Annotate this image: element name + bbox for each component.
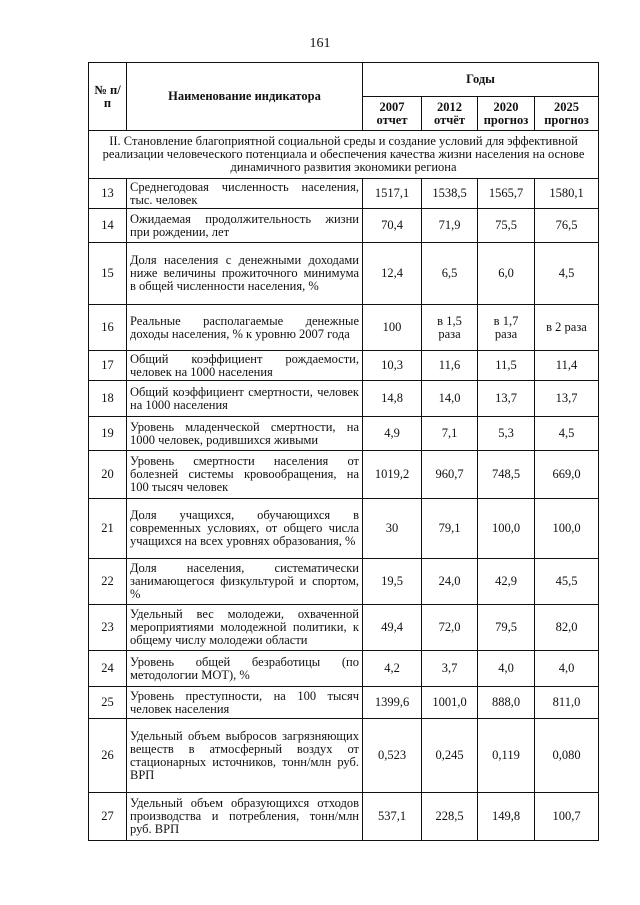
value-cell-2025: 100,0 [535,499,599,559]
value-cell-2025: 45,5 [535,559,599,605]
row-number: 26 [89,719,127,793]
table-row [89,305,599,351]
value-cell-2020: 4,0 [478,651,535,687]
row-number: 24 [89,651,127,687]
indicator-name: Общий коэффициент рождаемости, человек на 1000 населения [127,351,363,381]
section-title: II. Становление благоприятной социальной среды и создание условий для эффективной реализации человеческого потенциала и обеспечения качества жизни населения на основе динамичного развития экономики региона [89,131,599,179]
table-row [89,179,599,209]
table-row [89,351,599,381]
indicator-name: Уровень общей безработицы (по методологии МОТ), % [127,651,363,687]
value-cell-2007: 4,2 [363,651,422,687]
value-cell-2012: 960,7 [422,451,478,499]
value-cell-2020: 1565,7 [478,179,535,209]
value-cell-2025: 669,0 [535,451,599,499]
row-number: 20 [89,451,127,499]
header-num: № п/п [89,63,127,131]
indicator-name: Удельный вес молодежи, охваченной мероприятиями молодежной политики, к общему числу молодежи области [127,605,363,651]
value-cell-2012: 228,5 [422,793,478,841]
header-col-2020: 2020 прогноз [478,97,535,131]
value-cell-2020: 79,5 [478,605,535,651]
table-row [89,209,599,243]
value-cell-2012: 24,0 [422,559,478,605]
row-number: 18 [89,381,127,417]
table-row [89,559,599,605]
value-cell-2012: 14,0 [422,381,478,417]
row-number: 23 [89,605,127,651]
indicator-name: Доля населения, систематически занимающегося физкультурой и спортом, % [127,559,363,605]
value-cell-2020: 0,119 [478,719,535,793]
value-cell-2012: 1538,5 [422,179,478,209]
row-number: 16 [89,305,127,351]
header-col-2007: 2007 отчет [363,97,422,131]
value-cell-2025: 76,5 [535,209,599,243]
value-cell-2007: 1399,6 [363,687,422,719]
value-cell-2020: 11,5 [478,351,535,381]
value-cell-2020: в 1,7 раза [478,305,535,351]
indicator-name: Удельный объем образующихся отходов производства и потребления, тонн/млн руб. ВРП [127,793,363,841]
value-cell-2012: 72,0 [422,605,478,651]
page-number: 161 [309,36,331,51]
value-cell-2007: 537,1 [363,793,422,841]
value-cell-2020: 748,5 [478,451,535,499]
indicator-name: Уровень младенческой смертности, на 1000 человек, родившихся живыми [127,417,363,451]
row-number: 27 [89,793,127,841]
value-cell-2020: 42,9 [478,559,535,605]
header-col-2025: 2025 прогноз [535,97,599,131]
header-col-2012: 2012 отчёт [422,97,478,131]
value-cell-2007: 0,523 [363,719,422,793]
value-cell-2012: 71,9 [422,209,478,243]
value-cell-2020: 6,0 [478,243,535,305]
value-cell-2025: 0,080 [535,719,599,793]
row-number: 22 [89,559,127,605]
table-row [89,605,599,651]
table-row [89,451,599,499]
value-cell-2020: 149,8 [478,793,535,841]
value-cell-2020: 100,0 [478,499,535,559]
row-number: 21 [89,499,127,559]
row-number: 17 [89,351,127,381]
value-cell-2025: 1580,1 [535,179,599,209]
table-row [89,651,599,687]
indicator-name: Среднегодовая численность населения, тыс. человек [127,179,363,209]
value-cell-2012: 79,1 [422,499,478,559]
value-cell-2007: 30 [363,499,422,559]
indicator-name: Ожидаемая продолжительность жизни при рождении, лет [127,209,363,243]
indicator-name: Доля населения с денежными доходами ниже величины прожиточного минимума в общей численности населения, % [127,243,363,305]
row-number: 13 [89,179,127,209]
header-name: Наименование индикатора [127,63,363,131]
table-row [89,793,599,841]
value-cell-2020: 5,3 [478,417,535,451]
value-cell-2007: 12,4 [363,243,422,305]
table-row [89,243,599,305]
header-years: Годы [363,63,599,97]
table-row [89,381,599,417]
value-cell-2020: 13,7 [478,381,535,417]
value-cell-2020: 75,5 [478,209,535,243]
row-number: 25 [89,687,127,719]
indicator-name: Доля учащихся, обучающихся в современных условиях, от общего числа учащихся на всех уровнях образования, % [127,499,363,559]
row-number: 15 [89,243,127,305]
value-cell-2012: 6,5 [422,243,478,305]
value-cell-2012: 3,7 [422,651,478,687]
value-cell-2007: 19,5 [363,559,422,605]
value-cell-2012: в 1,5 раза [422,305,478,351]
value-cell-2007: 100 [363,305,422,351]
indicators-table [88,62,599,841]
value-cell-2025: 82,0 [535,605,599,651]
value-cell-2025: в 2 раза [535,305,599,351]
row-number: 14 [89,209,127,243]
table-row [89,719,599,793]
indicator-name: Уровень смертности населения от болезней системы кровообращения, на 100 тысяч человек [127,451,363,499]
value-cell-2007: 14,8 [363,381,422,417]
table-row [89,687,599,719]
value-cell-2007: 1019,2 [363,451,422,499]
table-row [89,417,599,451]
value-cell-2007: 70,4 [363,209,422,243]
value-cell-2025: 100,7 [535,793,599,841]
value-cell-2025: 13,7 [535,381,599,417]
value-cell-2012: 0,245 [422,719,478,793]
value-cell-2007: 10,3 [363,351,422,381]
indicator-name: Уровень преступности, на 100 тысяч человек населения [127,687,363,719]
value-cell-2025: 811,0 [535,687,599,719]
value-cell-2020: 888,0 [478,687,535,719]
value-cell-2025: 4,0 [535,651,599,687]
value-cell-2007: 4,9 [363,417,422,451]
value-cell-2007: 49,4 [363,605,422,651]
value-cell-2012: 1001,0 [422,687,478,719]
row-number: 19 [89,417,127,451]
value-cell-2025: 4,5 [535,243,599,305]
value-cell-2007: 1517,1 [363,179,422,209]
value-cell-2025: 4,5 [535,417,599,451]
indicator-name: Удельный объем выбросов загрязняющих веществ в атмосферный воздух от стационарных источников, тонн/млн руб. ВРП [127,719,363,793]
indicator-name: Реальные располагаемые денежные доходы населения, % к уровню 2007 года [127,305,363,351]
table-row [89,499,599,559]
value-cell-2025: 11,4 [535,351,599,381]
value-cell-2012: 11,6 [422,351,478,381]
value-cell-2012: 7,1 [422,417,478,451]
indicator-name: Общий коэффициент смертности, человек на 1000 населения [127,381,363,417]
